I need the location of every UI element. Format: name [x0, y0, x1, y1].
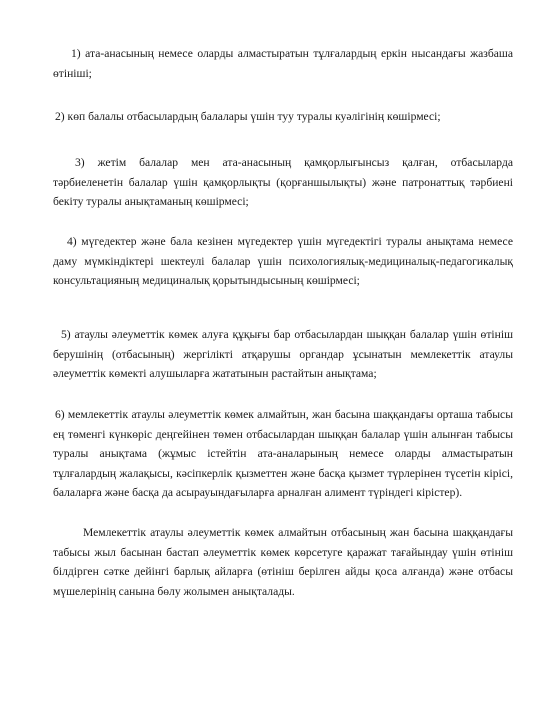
- paragraph-item-2: 2) көп балалы отбасылардың балалары үшін туу туралы куәлігінің көшірмесі;: [55, 110, 441, 123]
- paragraph-item-3: 3) жетім балалар мен ата-анасының қамқорлығынсыз қалған, отбасыларда тәрбиеленетін балалар үшін қамқорлықты (қорғаншылықты) және патронаттық тәрбиені бекіту туралы анықтаманың көшірмесі;: [53, 156, 513, 208]
- paragraph-item-1: 1) ата-анасының немесе оларды алмастыратын тұлғалардың еркін нысандағы жазбаша өтініші;: [53, 47, 513, 80]
- paragraph-item-5: 5) атаулы әлеуметтік көмек алуға құқығы бар отбасылардан шыққан балалар үшін өтініш берушінің (отбасының) жергілікті атқарушы органдар ұсынатын мемлекеттік атаулы әлеуметтік көмекті алушыларға жататынын растайтын анықтама;: [53, 328, 513, 380]
- paragraph-item-6: 6) мемлекеттік атаулы әлеуметтік көмек алмайтын, жан басына шаққандағы орташа табысы ең төменгі күнкөріс деңгейінен төмен отбасылардан шыққан балалар үшін алынған табысы туралы анықтама (жұмыс істейтін ата-аналарының немесе оларды алмастыратын тұлғалардың жалақысы, кәсіпкерлік қызметтен және басқа қызмет түрлерінен түсетін кірісі, балаларға және басқа да асырауындағыларға арналған алимент түріндегі кірістер).: [53, 408, 513, 499]
- paragraph-item-4: 4) мүгедектер және бала кезінен мүгедектер үшін мүгедектігі туралы анықтама немесе даму мүмкіндіктері шектеулі балалар үшін психологиялық-медициналық-педагогикалық консультацияның медициналық қорытындысының көшірмесі;: [53, 235, 513, 287]
- paragraph-summary: Мемлекеттік атаулы әлеуметтік көмек алмайтын отбасының жан басына шаққандағы табысы жыл басынан бастап әлеуметтік көмек көрсетуге қаражат тағайындау үшін өтініш білдірген сәтке дейінгі барлық айларға (өтініш берілген айды қоса алғанда) және отбасы мүшелерінің санына бөлу жолымен анықталады.: [53, 526, 513, 598]
